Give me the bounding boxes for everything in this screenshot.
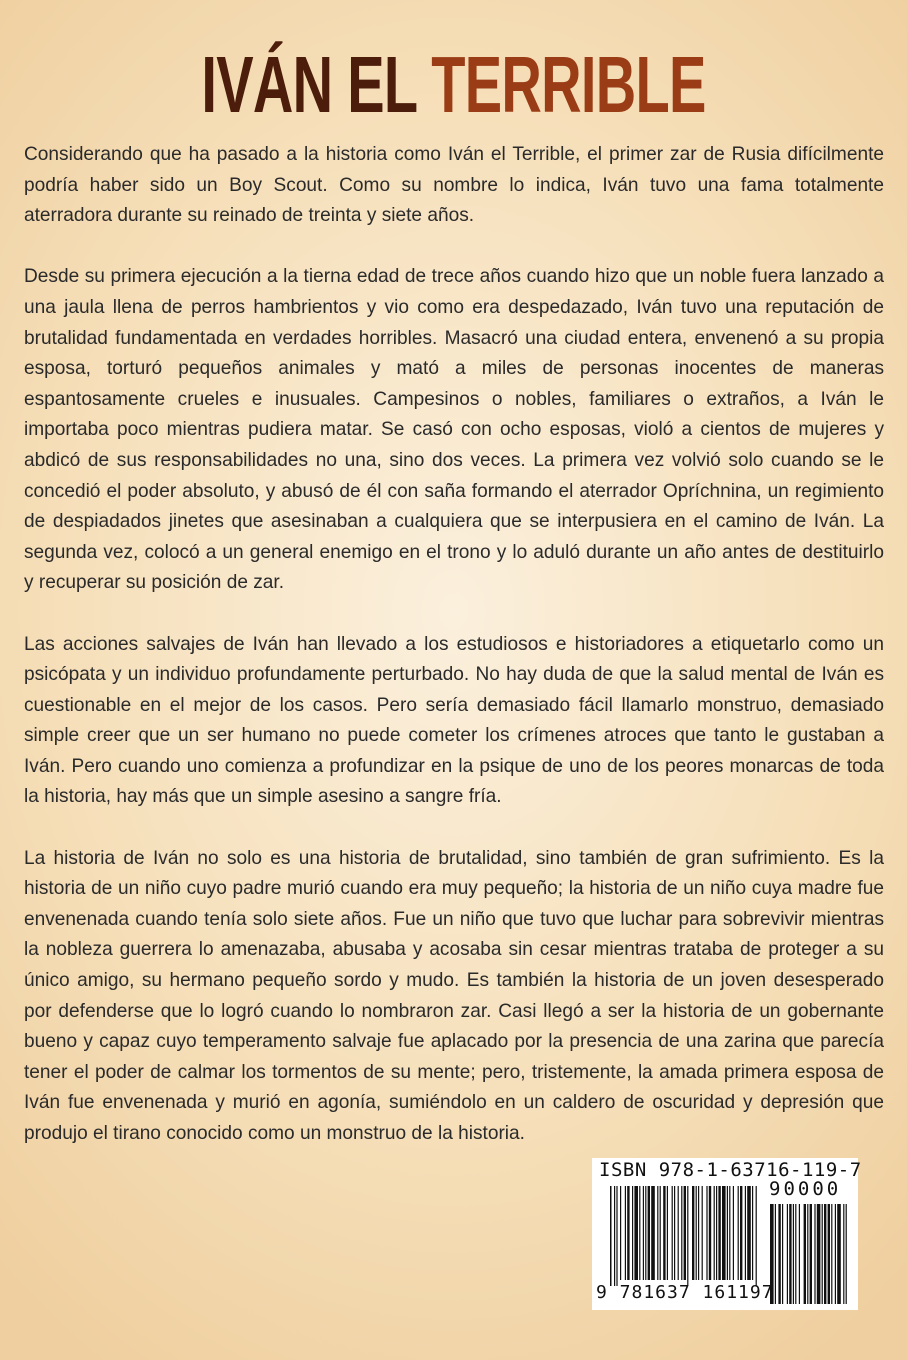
barcode-bar	[837, 1204, 841, 1304]
barcode-bar	[799, 1204, 800, 1304]
barcode-bar	[828, 1204, 830, 1304]
barcode-bar	[702, 1186, 703, 1280]
barcode-bar	[752, 1186, 753, 1280]
barcode-bar	[651, 1186, 655, 1280]
barcode-bar	[698, 1186, 699, 1280]
barcode-bar	[733, 1186, 734, 1280]
barcode-bar	[648, 1186, 650, 1280]
barcode-bar	[639, 1186, 640, 1280]
barcode-bar	[795, 1204, 796, 1304]
barcode-bar	[709, 1186, 711, 1280]
barcode-bar	[678, 1186, 679, 1280]
barcode-bar	[660, 1186, 661, 1280]
barcode-bar	[756, 1186, 757, 1286]
barcode-bar	[817, 1204, 821, 1304]
barcode-bar	[696, 1186, 697, 1280]
barcode-bar	[634, 1186, 638, 1280]
barcode-bar	[620, 1186, 621, 1280]
ean-digits: 9 781637 161197	[596, 1282, 774, 1303]
barcode-bar	[787, 1204, 788, 1304]
barcode-bar	[831, 1204, 832, 1304]
barcode-bar	[822, 1204, 823, 1304]
barcode-bar	[667, 1186, 668, 1280]
barcode-bar	[740, 1186, 742, 1280]
barcode-bar	[835, 1204, 836, 1304]
barcode-bar	[645, 1186, 646, 1280]
barcode-bar	[625, 1186, 626, 1280]
barcode-bar	[627, 1186, 629, 1280]
barcode-bar	[692, 1186, 694, 1280]
title-part-1: IVÁN EL	[201, 40, 417, 129]
barcode-bar	[807, 1204, 808, 1304]
paragraph-4: La historia de Iván no solo es una historia de brutalidad, sino también de gran sufrimiento. Es la historia de un niño cuyo padre murió cuando era muy pequeño; la historia de un niño cuya madre fue envenenada cuando tenía solo siete años. Fue un niño que tuvo que luchar para sobrevivir mientras la nobleza guerrera lo amenazaba, abusaba y acosaba sin cesar mientras trataba de proteger a su único amigo, su hermano pequeño sordo y mudo. Es también la historia de un joven desesperado por defenderse que lo logró cuando lo nombraron zar. Casi llegó a ser la historia de un gobernante bueno y capaz cuyo temperamento salvaje fue aplacado por la presencia de una zarina que parecía tener el poder de calmar los tormentos de su mente; pero, tristemente, la amada primera esposa de Iván fue envenenada y murió en agonía, sumiéndolo en un caldero de oscuridad y depresión que produjo el tirano conocido como un monstruo de la historia.	[24, 847, 884, 1144]
barcode-bar	[814, 1204, 815, 1304]
barcode-bar	[789, 1204, 791, 1304]
barcode-bar	[674, 1186, 675, 1280]
isbn-barcode	[592, 1158, 862, 1310]
barcode-bar	[643, 1186, 644, 1280]
barcode-bar	[616, 1186, 617, 1286]
back-cover-blurb	[24, 140, 884, 1180]
barcode-bar	[745, 1186, 746, 1280]
barcode-bar	[729, 1186, 730, 1280]
paragraph-3: Las acciones salvajes de Iván han llevado a los estudiosos e historiadores a etiquetarlo como un psicópata y un individuo profundamente perturbado. No hay duda de que la salud mental de Iván es cuestionable en el mejor de los casos. Pero sería demasiado fácil llamarlo monstruo, demasiado simple creer que un ser humano no puede cometer los crímenes atroces que tanto le gustaban a Iván. Pero cuando uno comienza a profundizar en la psique de uno de los peores monarcas de toda la historia, hay más que un simple asesino a sangre fría.	[24, 633, 884, 808]
barcode-bar	[632, 1186, 633, 1280]
barcode-bar	[722, 1186, 726, 1280]
barcode-bar	[846, 1204, 847, 1304]
barcode-bar	[657, 1186, 658, 1280]
barcode-bar	[782, 1204, 783, 1304]
title-part-2: TERRIBLE	[431, 40, 706, 129]
barcode-bar	[681, 1186, 682, 1280]
barcode-bar	[775, 1204, 776, 1304]
barcode-bar	[687, 1186, 688, 1286]
barcode-bar	[610, 1186, 612, 1286]
paragraph-1: Considerando que ha pasado a la historia como Iván el Terrible, el primer zar de Rusia difícilmente podría haber sido un Boy Scout. Como su nombre lo indica, Iván tuvo una fama totalmente aterradora durante su reinado de treinta y siete años.	[24, 144, 884, 227]
barcode-bar	[804, 1204, 806, 1304]
book-title	[136, 40, 771, 130]
barcode-bar	[663, 1186, 665, 1280]
barcode-bar	[614, 1186, 615, 1286]
barcode-bar	[706, 1186, 707, 1280]
barcode-bar	[824, 1204, 826, 1304]
paragraph-2: Desde su primera ejecución a la tierna edad de trece años cuando hizo que un noble fuera lanzado a una jaula llena de perros hambrientos y vio como era despedazado, Iván tuvo una reputación de brutalidad fundamentada en verdades horribles. Masacró una ciudad entera, envenenó a su propia esposa, torturó pequeños animales y mató a miles de personas inocentes de maneras espantosamente crueles e inusuales. Campesinos o nobles, familiares o extraños, a Iván le importaba poco mientras pudiera matar. Se casó con ocho esposas, violó a cientos de mujeres y abdicó de sus responsabilidades no una, sino dos veces. La primera vez volvió solo cuando se le concedió el poder absoluto, y abusó de él con saña formando el aterrador Opríchnina, un regimiento de despiadados jinetes que asesinaban a cualquiera que se interpusiera en el camino de Iván. La segunda vez, colocó a un general enemigo en el trono y lo aduló durante un año antes de destituirlo y recuperar su posición de zar.	[24, 266, 884, 594]
barcode-bar	[718, 1186, 720, 1280]
price-addon-code: 90000	[769, 1178, 842, 1200]
barcode-bar	[684, 1186, 686, 1280]
barcode-bar	[810, 1204, 812, 1304]
barcode-bar	[672, 1186, 673, 1280]
barcode-bar	[747, 1186, 751, 1280]
barcode-bar	[716, 1186, 717, 1280]
barcode-bar	[843, 1204, 844, 1304]
barcode-bar	[738, 1186, 739, 1280]
barcode-bar	[714, 1186, 715, 1280]
barcode-bar	[727, 1186, 728, 1280]
isbn-label: ISBN 978-1-63716-119-7	[599, 1159, 862, 1181]
barcode-bar	[793, 1204, 794, 1304]
barcode-bar	[778, 1204, 780, 1304]
